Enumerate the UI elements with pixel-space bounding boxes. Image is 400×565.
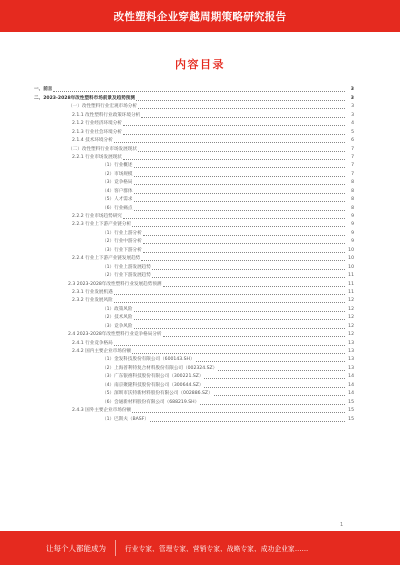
toc-entry-text: （4）南京聚隆科技股份有限公司（300644.SZ）: [102, 382, 204, 388]
footer-divider: [115, 540, 116, 556]
toc-entry-text: （1）行业上游分析: [102, 230, 142, 236]
toc-entry-page: 4: [351, 121, 354, 127]
toc-entry-page: 14: [348, 374, 354, 380]
toc-leader-dots: [123, 217, 345, 219]
toc-entry[interactable]: [30, 221, 354, 229]
toc-leader-dots: [143, 234, 345, 236]
toc-leader-dots: [214, 394, 345, 396]
toc-entry[interactable]: [30, 322, 354, 330]
toc-entry-page: 14: [348, 391, 354, 397]
toc-entry-page: 8: [351, 180, 354, 186]
toc-leader-dots: [200, 403, 345, 405]
toc-entry-text: （2）行业中游分析: [102, 239, 142, 245]
toc-leader-dots: [134, 327, 346, 329]
toc-entry-page: 6: [351, 138, 354, 144]
toc-leader-dots: [134, 192, 346, 194]
toc-leader-dots: [204, 386, 345, 388]
toc-entry[interactable]: [30, 356, 354, 364]
toc-entry-text: 2.2.2 行业市场趋势研究: [72, 214, 122, 219]
toc-entry-text: （二）改性塑料行业市场发展现状: [68, 146, 137, 152]
toc-entry-page: 11: [348, 289, 354, 295]
toc-leader-dots: [123, 124, 345, 126]
footer-banner: [0, 531, 400, 565]
toc-entry-page: 15: [348, 416, 354, 422]
toc-entry[interactable]: [30, 179, 354, 187]
toc-entry-page: 9: [351, 214, 354, 219]
toc-entry[interactable]: [30, 213, 354, 221]
toc-entry-text: （2）技术风险: [102, 315, 133, 321]
toc-entry[interactable]: [30, 103, 354, 111]
toc-entry-page: 7: [351, 154, 354, 160]
toc-leader-dots: [114, 141, 345, 143]
toc-entry-text: 2.4 2023-2028年改性塑料行业竞争格局分析: [68, 332, 162, 338]
toc-entry[interactable]: [30, 263, 354, 271]
toc-entry-text: 2.2.4 行业上下游产业链发展趋势: [72, 256, 141, 262]
toc-entry[interactable]: [30, 154, 354, 162]
toc-entry-page: 8: [351, 188, 354, 194]
toc-entry-page: 7: [351, 171, 354, 177]
toc-leader-dots: [138, 107, 345, 109]
toc-entry-text: （2）上海普利特复合材料股份有限公司（002324.SZ）: [102, 365, 218, 371]
toc-entry-page: 13: [348, 340, 354, 346]
toc-entry-page: 5: [351, 129, 354, 135]
toc-leader-dots: [134, 310, 346, 312]
toc-entry-text: （一）改性塑料行业宏观市场分析: [68, 104, 137, 110]
toc-leader-dots: [150, 420, 345, 422]
toc-entry-text: （5）深圳市沃特新材料股份有限公司（002886.SZ）: [102, 391, 213, 397]
toc-entry[interactable]: [30, 94, 354, 102]
footer-brand: 让每个人都能成为: [46, 543, 106, 553]
toc-entry-page: 7: [351, 163, 354, 169]
toc-entry-text: （1）金发科技股份有限公司（600143.SH）: [102, 357, 195, 363]
toc-entry-page: 3: [351, 112, 354, 118]
toc-entry-text: 2.4.1 行业竞争格局: [72, 340, 113, 346]
toc-entry-page: 8: [351, 205, 354, 211]
toc-entry-text: （2）行业下游发展趋势: [102, 273, 151, 279]
toc-leader-dots: [134, 209, 346, 211]
toc-entry[interactable]: [30, 289, 354, 297]
toc-entry-page: 15: [348, 408, 354, 414]
toc-leader-dots: [132, 352, 345, 354]
toc-entry-page: 9: [351, 230, 354, 236]
toc-entry-text: （3）竞争格局: [102, 180, 133, 186]
toc-leader-dots: [134, 318, 346, 320]
toc-entry-page: 11: [348, 273, 354, 279]
toc-entry[interactable]: [30, 331, 354, 339]
toc-entry-text: 二、2023-2028年改性塑料市场前景及趋势预测: [34, 95, 135, 101]
toc-entry-page: 12: [348, 315, 354, 321]
toc-entry-text: （6）行业痛点: [102, 205, 133, 211]
toc-entry[interactable]: [30, 381, 354, 389]
toc-leader-dots: [134, 183, 346, 185]
toc-entry[interactable]: [30, 373, 354, 381]
toc-leader-dots: [132, 411, 345, 413]
toc-entry-page: 10: [348, 264, 354, 270]
toc-entry[interactable]: [30, 196, 354, 204]
toc-entry[interactable]: [30, 305, 354, 313]
toc-entry-page: 3: [351, 104, 354, 110]
toc-entry[interactable]: [30, 297, 354, 305]
toc-entry-page: 13: [348, 357, 354, 363]
toc-leader-dots: [132, 225, 345, 227]
toc-entry[interactable]: [30, 145, 354, 153]
toc-entry-page: 9: [351, 222, 354, 228]
toc-entry[interactable]: [30, 348, 354, 356]
toc-leader-dots: [138, 150, 345, 152]
toc-leader-dots: [152, 268, 345, 270]
toc-entry-text: （3）竞争风险: [102, 323, 133, 329]
toc-entry[interactable]: [30, 415, 354, 423]
toc-entry[interactable]: [30, 280, 354, 288]
toc-heading: 内容目录: [175, 58, 225, 71]
toc-entry[interactable]: [30, 229, 354, 237]
toc-entry[interactable]: [30, 272, 354, 280]
toc-leader-dots: [114, 301, 345, 303]
toc-entry[interactable]: [30, 111, 354, 119]
toc-leader-dots: [134, 175, 346, 177]
toc-leader-dots: [218, 369, 345, 371]
toc-entry-text: （1）行业上游发展趋势: [102, 264, 151, 270]
toc-entry-page: 3: [350, 95, 354, 101]
toc-entry-page: 7: [351, 146, 354, 152]
toc-entry-text: （3）行业下游分析: [102, 247, 142, 253]
toc-entry-text: （6）会通新材料股份有限公司（688219.SH）: [102, 399, 200, 405]
toc-entry[interactable]: [30, 86, 354, 94]
toc-entry-text: 2.3 2023-2028年改性塑料行业发展趋势预测: [68, 281, 162, 287]
report-header: [0, 0, 400, 32]
toc-entry-page: 12: [348, 298, 354, 304]
toc-entry[interactable]: [30, 137, 354, 145]
toc-entry-text: 2.2.3 行业上下游产业链分析: [72, 222, 132, 228]
toc-leader-dots: [134, 166, 346, 168]
toc-entry[interactable]: [30, 170, 354, 178]
toc-entry-page: 12: [348, 306, 354, 312]
toc-entry-page: 12: [348, 332, 354, 338]
toc-entry[interactable]: [30, 255, 354, 263]
toc-entry[interactable]: [30, 187, 354, 195]
toc-entry-text: （2）市场规模: [102, 171, 133, 177]
toc-entry-text: 2.4.3 国外主要企业市场份额: [72, 408, 132, 414]
footer-slogan: 行业专家、管理专家、营销专家、战略专家、成功企业家……: [125, 545, 309, 553]
toc-entry[interactable]: [30, 238, 354, 246]
toc-entry-page: 10: [348, 247, 354, 253]
toc-entry-text: 2.3.1 行业发展机遇: [72, 289, 113, 295]
toc-entry[interactable]: [30, 390, 354, 398]
page-number: 1: [340, 522, 344, 528]
toc-leader-dots: [141, 116, 345, 118]
table-of-contents: [30, 86, 354, 424]
toc-entry-text: 2.2.1 行业市场发展现状: [72, 154, 122, 160]
toc-leader-dots: [123, 133, 345, 135]
toc-entry[interactable]: [30, 364, 354, 372]
toc-leader-dots: [141, 259, 345, 261]
toc-entry[interactable]: [30, 128, 354, 136]
toc-leader-dots: [114, 293, 345, 295]
toc-leader-dots: [136, 99, 345, 101]
toc-leader-dots: [114, 344, 345, 346]
toc-entry-text: 2.1.1 改性塑料行业政策环境分析: [72, 112, 141, 118]
toc-entry-text: 2.1.2 行业经济环境分析: [72, 121, 122, 127]
toc-leader-dots: [163, 285, 345, 287]
toc-entry-page: 12: [348, 323, 354, 329]
toc-entry-text: （4）客户群体: [102, 188, 133, 194]
toc-entry-text: 2.1.3 行业社会环境分析: [72, 129, 122, 135]
toc-entry-text: 一、前言: [34, 87, 53, 93]
toc-leader-dots: [143, 251, 345, 253]
toc-entry[interactable]: [30, 162, 354, 170]
toc-entry-page: 13: [348, 349, 354, 354]
toc-entry-text: （1）政策风险: [102, 306, 133, 312]
toc-entry-page: 13: [348, 365, 354, 371]
toc-entry[interactable]: [30, 314, 354, 322]
toc-leader-dots: [123, 158, 345, 160]
toc-entry-page: 14: [348, 382, 354, 388]
toc-entry-text: （1）行业概述: [102, 163, 133, 169]
toc-entry[interactable]: [30, 246, 354, 254]
toc-entry-text: （1）巴斯夫（BASF）: [102, 416, 149, 422]
toc-entry-page: 15: [348, 399, 354, 405]
report-title: 改性塑料企业穿越周期策略研究报告: [113, 10, 287, 23]
toc-entry-page: 9: [351, 239, 354, 245]
toc-entry-text: 2.4.2 国内主要企业市场份额: [72, 349, 132, 354]
toc-leader-dots: [134, 200, 346, 202]
toc-leader-dots: [152, 276, 345, 278]
toc-leader-dots: [163, 335, 345, 337]
toc-entry-text: （5）人才需求: [102, 197, 133, 203]
toc-entry-page: 10: [348, 256, 354, 262]
toc-leader-dots: [196, 360, 345, 362]
toc-entry[interactable]: [30, 339, 354, 347]
toc-entry-page: 11: [348, 281, 354, 287]
toc-entry[interactable]: [30, 204, 354, 212]
toc-leader-dots: [143, 242, 345, 244]
toc-leader-dots: [204, 377, 345, 379]
toc-leader-dots: [53, 90, 345, 92]
toc-entry-page: 8: [351, 197, 354, 203]
toc-entry[interactable]: [30, 407, 354, 415]
toc-entry-text: 2.1.4 技术环境分析: [72, 138, 113, 144]
toc-entry-text: 2.3.2 行业发展风险: [72, 298, 113, 304]
toc-entry[interactable]: [30, 398, 354, 406]
toc-entry[interactable]: [30, 120, 354, 128]
toc-entry-text: （3）广东银禧科技股份有限公司（300221.SZ）: [102, 374, 204, 380]
toc-entry-page: 3: [350, 87, 354, 93]
